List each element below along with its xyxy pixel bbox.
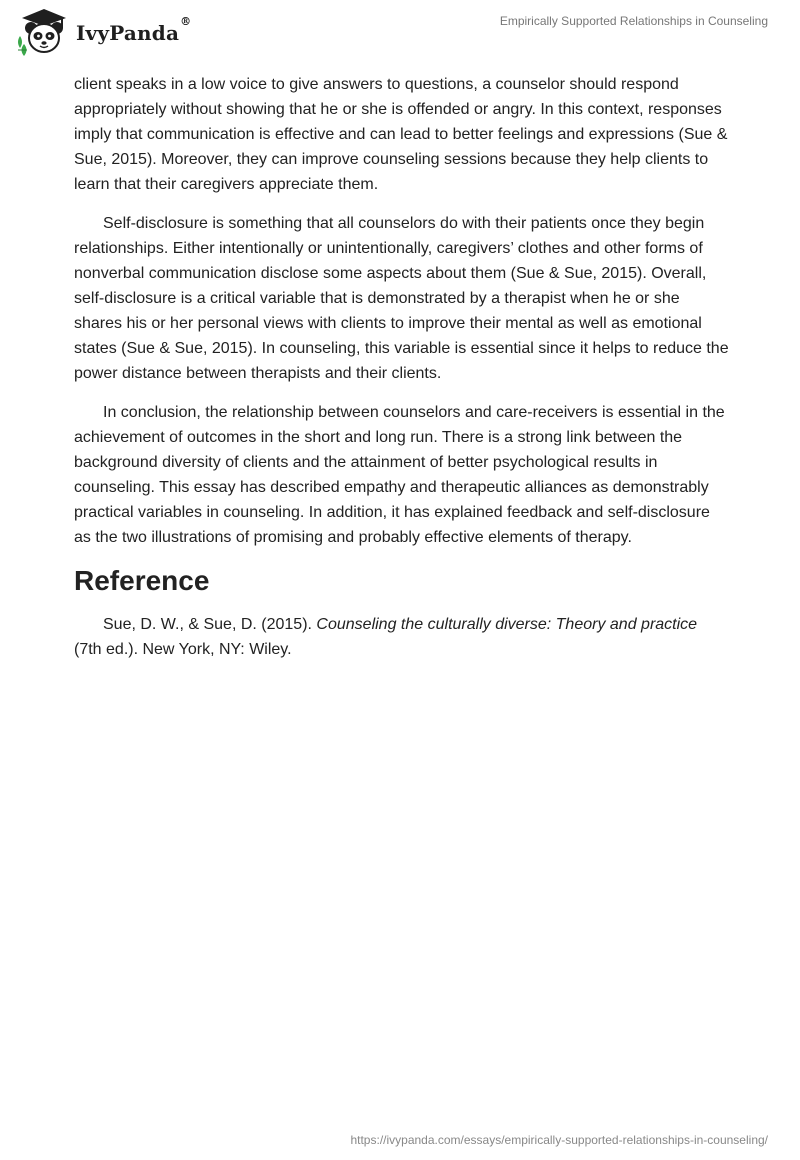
reference-heading: Reference	[74, 565, 210, 596]
brand-name: IvyPanda®	[76, 15, 192, 45]
panda-graduate-icon	[14, 6, 74, 58]
registered-mark: ®	[180, 15, 192, 28]
body-paragraph: Self-disclosure is something that all counselors do with their patients once they begin relationships. Either intentionally or unintentionally, caregivers’ clothes and other forms of nonverbal communication disclose some aspects about them (Sue & Sue, 2015). Overall, self-disclosure is a critical variable that is demonstrated by a therapist when he or she shares his or her personal views with clients to improve their mental as well as emotional states (Sue & Sue, 2015). In counseling, this variable is essential since it helps to reduce the power distance between therapists and their clients.	[74, 215, 729, 382]
essay-body	[74, 72, 729, 676]
body-paragraph: In conclusion, the relationship between counselors and care-receivers is essential in the achievement of outcomes in the short and long run. There is a strong link between the background diversity of clients and the attainment of better psychological results in counseling. This essay has described empathy and therapeutic alliances as demonstrably practical variables in counseling. In addition, it has explained feedback and self-disclosure as the two illustrations of promising and probably effective elements of therapy.	[74, 404, 725, 546]
ivypanda-logo[interactable]	[14, 6, 191, 58]
source-url-link[interactable]: https://ivypanda.com/essays/empirically-supported-relationships-in-counseling/	[350, 1133, 768, 1147]
body-paragraph: client speaks in a low voice to give answers to questions, a counselor should respond appropriately without showing that he or she is offended or angry. In this context, responses imply that communication is effective and can lead to better feelings and expressions (Sue & Sue, 2015). Moreover, they can improve counseling sessions because they help clients to learn that their caregivers appreciate them.	[74, 76, 728, 193]
reference-authors: Sue, D. W., & Sue, D. (2015).	[103, 616, 317, 633]
reference-publication: (7th ed.). New York, NY: Wiley.	[74, 641, 292, 658]
reference-entry	[74, 612, 729, 662]
reference-title: Counseling the culturally diverse: Theory and practice	[316, 616, 698, 633]
running-title: Empirically Supported Relationships in Counseling	[499, 14, 768, 28]
page-header	[0, 0, 800, 62]
